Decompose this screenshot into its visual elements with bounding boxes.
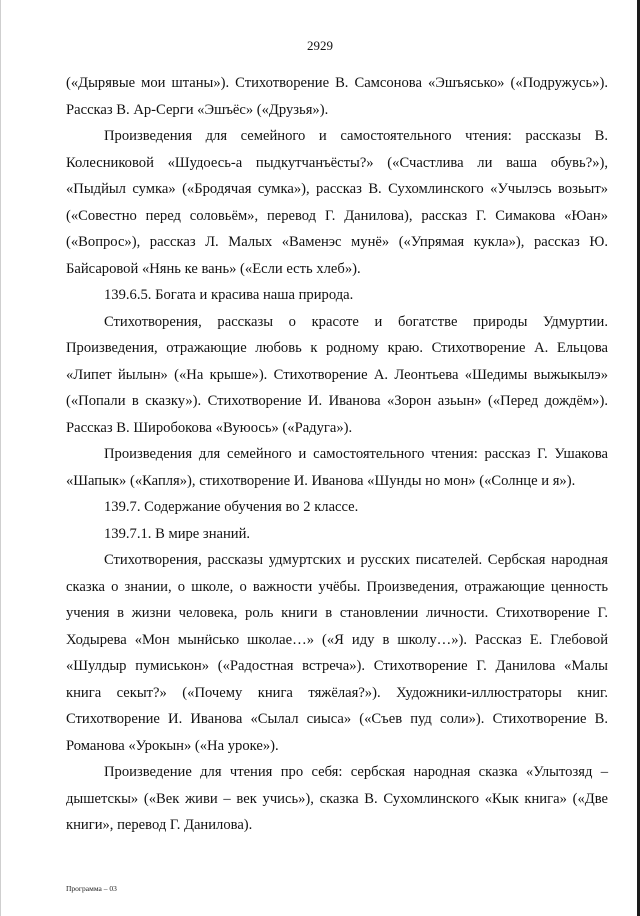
section-heading-139-6-5: 139.6.5. Богата и красива наша природа. (104, 287, 354, 303)
paragraph-knowledge-world: Стихотворения, рассказы удмуртских и русских писателей. Сербская народная сказка о знании, о школе, о важности учёбы. Произведения, отражающие ценность учения в жизни человека, роль книги в становлении личности. Стихотворение Г. Ходырева «Мон мынӥсько школае…» («Я иду в школу…»). Рассказ Е. Глебовой «Шулдыр пумиськон» («Радостная встреча»). Стихотворение Г. Данилова «Малы книга секыт?» («Почему книга тяжёлая?»). Художники-иллюстраторы книг. Стихотворение И. Иванова «Сылал сиыса» («Съев пуд соли»). Стихотворение В. Романова «Урокын» («На уроке»). (66, 552, 608, 754)
paragraph-silent-reading: Произведение для чтения про себя: сербская народная сказка «Улытозяд – дышетскы» («Век живи – век учись»), сказка В. Сухомлинского «Кык книга» («Две книги», перевод Г. Данилова). (66, 764, 608, 833)
paragraph-family-reading: Произведения для семейного и самостоятельного чтения: рассказы В. Колесниковой «Шудоесь-а пыдкутчанъёсты?» («Счастлива ли ваша обувь?»), «Пыдйыл сумка» («Бродячая сумка»), рассказ В. Сухомлинского «Учылэсь возьыт» («Совестно перед соловьём», перевод Г. Данилова), рассказ Г. Симакова «Юан» («Вопрос»), рассказ Л. Малых «Ваменэс мунё» («Упрямая кукла»), рассказ Ю. Байсаровой «Нянь ке вань» («Если есть хлеб»). (66, 128, 608, 277)
page-number: 2929 (307, 38, 333, 53)
paragraph-nature-poems: Стихотворения, рассказы о красоте и богатстве природы Удмуртии. Произведения, отражающие любовь к родному краю. Стихотворение А. Ельцова «Липет йылын» («На крыше»). Стихотворение А. Леонтьева «Шедимы выжыкылэ» («Попали в сказку»). Стихотворение И. Иванова «Зорон азьын» («Перед дождём»). Рассказ В. Широбокова «Вуюось» («Радуга»). (66, 313, 608, 436)
footer-label: Программа – 03 (66, 884, 117, 893)
document-body (66, 70, 608, 839)
section-heading-139-7: 139.7. Содержание обучения во 2 классе. (104, 499, 359, 515)
page-edge-left (0, 0, 1, 916)
paragraph-continuation: («Дырявые мои штаны»). Стихотворение В. Самсонова «Эшъясько» («Подружусь»). Рассказ В. Ар-Серги «Эшъёс» («Друзья»). (66, 75, 608, 118)
section-heading-139-7-1: 139.7.1. В мире знаний. (104, 525, 251, 542)
paragraph-family-reading-2: Произведения для семейного и самостоятельного чтения: рассказ Г. Ушакова «Шапык» («Капля»), стихотворение И. Иванова «Шунды но мон» («Солнце и я»). (66, 446, 608, 489)
